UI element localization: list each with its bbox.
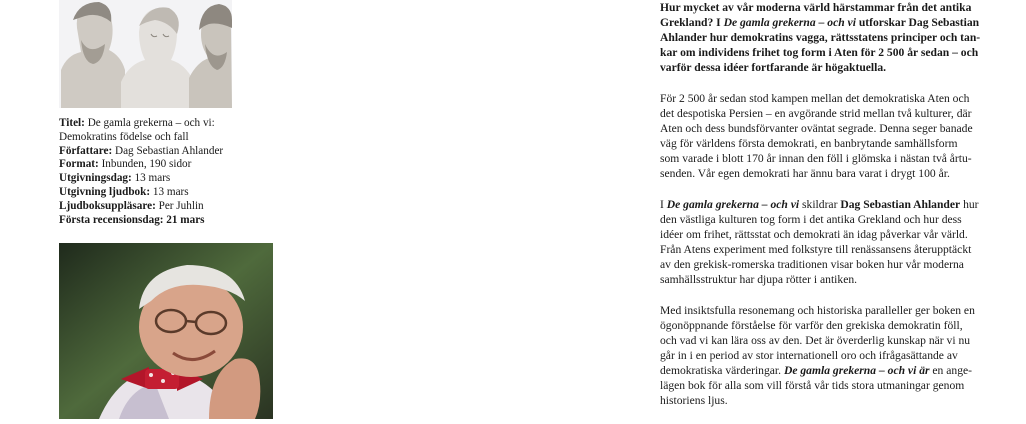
text-line: som varade i blott 170 år innan den föll i glömska i nästan två årtu- [660,152,972,166]
lead-line [660,15,1026,30]
author-row: Författare: Dag Sebastian Ahlander [59,144,224,157]
lead-line: Ahlander hur demokratins vagga, rättsstatens principer och tan- [660,31,981,45]
text-line: den västliga kulturen tog form i det antika Grekland och hur dess [660,213,962,227]
text-line: väg för världens första demokrati, en banbrytande samhällsform [660,137,958,151]
text-line: samhällsstruktur har djupa rötter i antiken. [660,273,858,287]
text-fragment: I [660,198,667,211]
lead-line: Hur mycket av vår moderna värld härstammar från det antika [660,1,972,14]
paragraph-history [660,91,1026,181]
text-line: lägen bok för alla som vill förstå vår tids stora utmaningar genom [660,379,965,393]
text-fragment: demokratiska värderingar. [660,364,784,378]
lead-fragment: Grekland? I [660,16,724,30]
author-photo-illustration [59,243,273,419]
title-row: Titel: De gamla grekerna – och vi: [59,117,215,129]
text-line: det despotiska Persien – en avgörande strid mellan två kulturer, där [660,107,972,121]
format-row: Format: Inbunden, 190 sidor [59,158,192,171]
text-line [660,197,1026,212]
book-title-italic: De gamla grekerna – och vi är [783,364,930,378]
lead-fragment: utforskar Dag Sebastian [855,16,980,30]
lead-paragraph [660,0,1026,75]
book-facts [59,117,279,227]
author-name-bold: Dag Sebastian Ahlander [840,198,961,211]
book-title-italic: De gamla grekerna – och vi [723,16,856,30]
text-line: senden. Vår egen demokrati har ännu bara varat i drygt 100 år. [660,167,950,181]
text-line: av den grekisk-romerska traditionen visar boken hur vår moderna [660,258,964,272]
text-line: Från Atens experiment med folkstyre till renässansens återupptäckt [660,243,972,257]
text-line: För 2 500 år sedan stod kampen mellan det demokratiska Aten och [660,92,970,105]
text-line: Med insiktsfulla resonemang och historiska paralleller ger boken en [660,304,975,317]
text-line: idéer om frihet, rättsstat och demokrati än idag påverkar vår värld. [660,228,968,242]
review-day-row: Första recensionsdag: 21 mars [59,213,205,226]
text-line: går in i en period av stor internationell oro och ifrågasättande av [660,349,958,363]
antique-busts-illustration [59,0,232,108]
lead-line: kar om individens frihet tog form i Aten för 2 500 år sedan – och [660,46,979,60]
text-fragment: hur [960,198,979,211]
text-line: och vad vi kan lära oss av den. Det är överderlig kunskap när vi nu [660,334,971,348]
book-cover-image [59,0,232,108]
paragraph-conclusion [660,303,1026,408]
text-fragment: en ange- [929,364,973,378]
author-portrait [59,243,273,419]
text-line: ögonöppnande förståelse för varför den grekiska demokratin föll, [660,319,963,333]
paragraph-summary [660,197,1026,287]
narrator-row: Ljudboksuppläsare: Per Juhlin [59,199,204,212]
release-row: Utgivningsdag: 13 mars [59,172,171,185]
text-line: Aten och dess bundsförvanter oväntat segrade. Denna seger banade [660,122,973,136]
title-row-cont: Demokratins födelse och fall [59,130,189,143]
text-line: historiens ljus. [660,394,728,408]
book-title-italic: De gamla grekerna – och vi [666,198,800,211]
text-fragment: skildrar [799,198,841,211]
audio-release-row: Utgivning ljudbok: 13 mars [59,185,189,198]
text-line [660,363,1026,378]
lead-line: varför dessa idéer fortfarande är högaktuella. [660,61,887,75]
